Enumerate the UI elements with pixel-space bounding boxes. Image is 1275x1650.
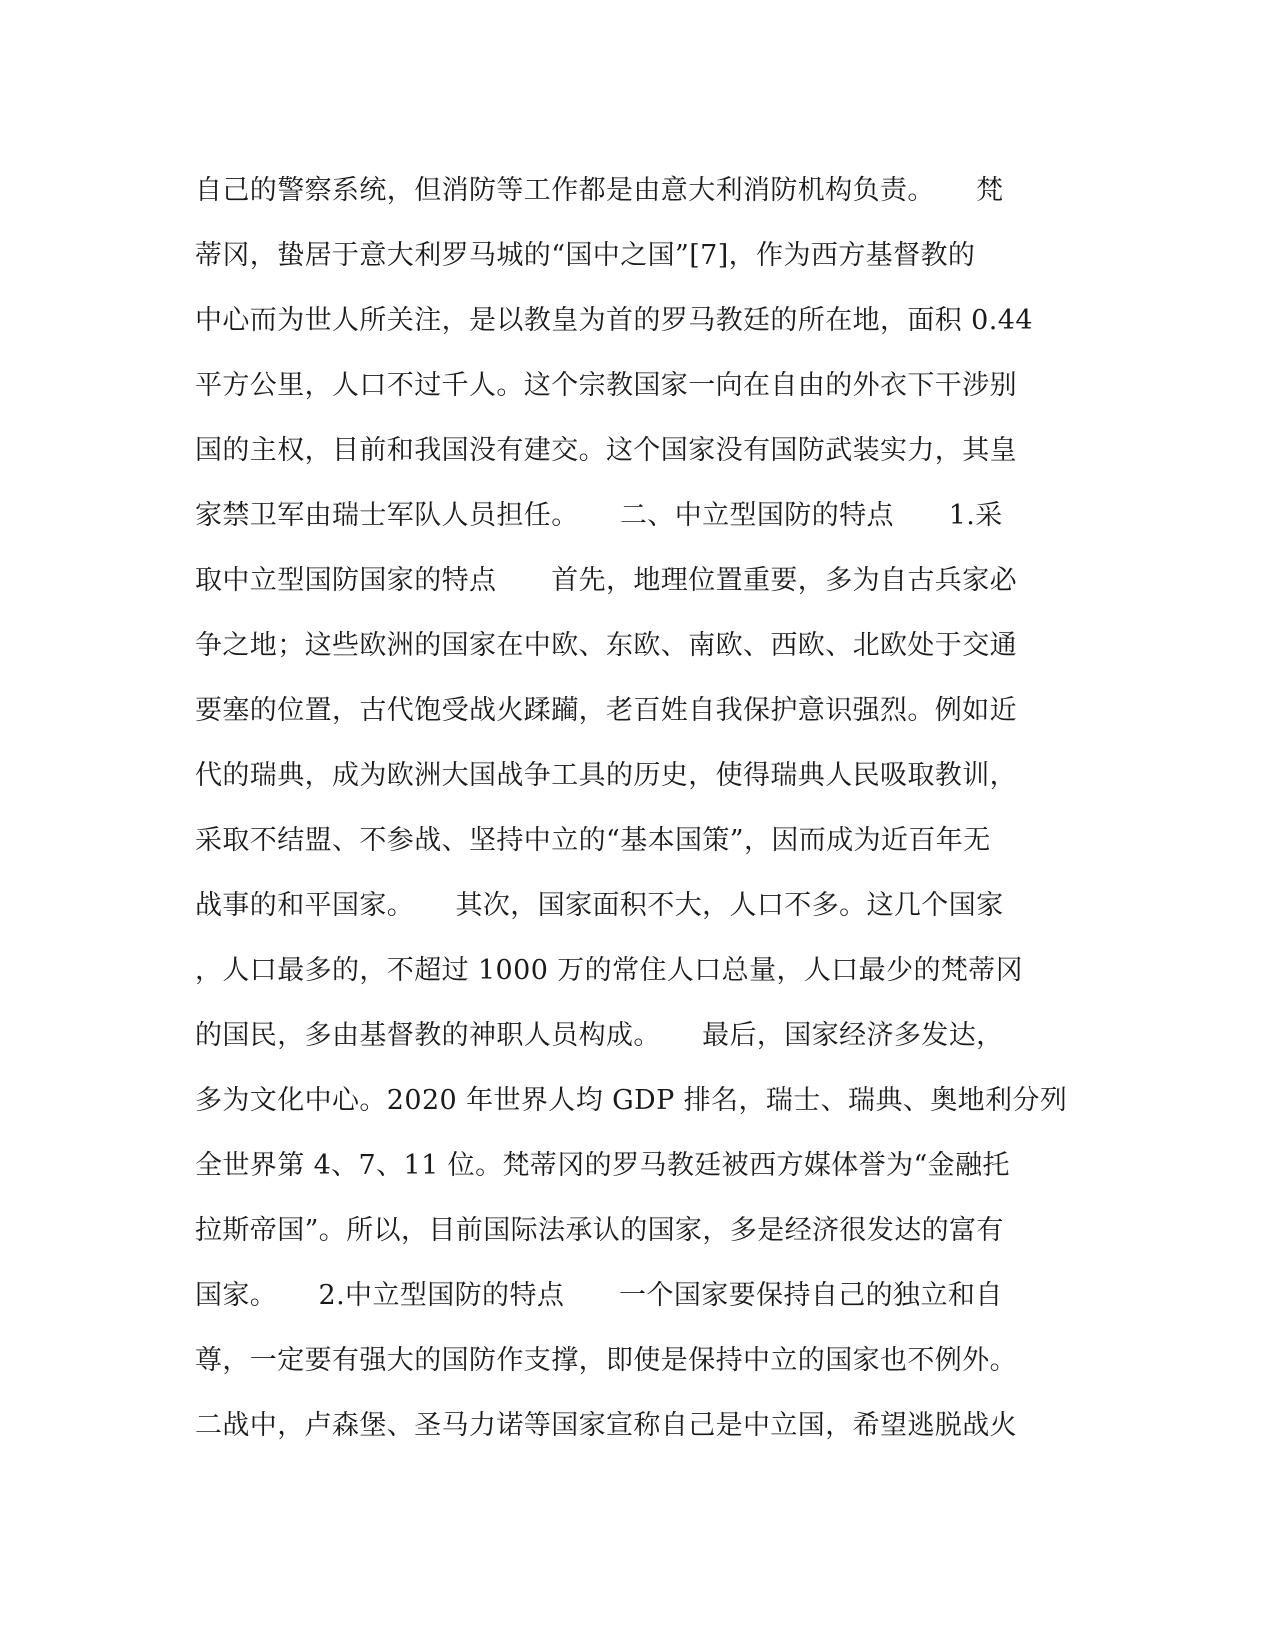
body-text	[195, 158, 1085, 1458]
text-line: 尊，一定要有强大的国防作支撑，即使是保持中立的国家也不例外。	[195, 1345, 1017, 1376]
text-line: 采取不结盟、不参战、坚持中立的“基本国策”，因而成为近百年无	[195, 825, 991, 856]
text-line: 战事的和平国家。 其次，国家面积不大，人口不多。这几个国家	[195, 890, 1004, 921]
text-line: ，人口最多的，不超过 1000 万的常住人口总量，人口最少的梵蒂冈	[195, 955, 1024, 986]
text-line: 拉斯帝国”。所以，目前国际法承认的国家，多是经济很发达的富有	[195, 1215, 1004, 1246]
text-line: 国家。 2.中立型国防的特点 一个国家要保持自己的独立和自	[195, 1280, 1003, 1311]
text-line: 家禁卫军由瑞士军队人员担任。 二、中立型国防的特点 1.采	[195, 500, 1003, 531]
text-line: 自己的警察系统，但消防等工作都是由意大利消防机构负责。 梵	[195, 175, 1004, 206]
text-line: 争之地；这些欧洲的国家在中欧、东欧、南欧、西欧、北欧处于交通	[195, 630, 1017, 661]
text-line: 平方公里，人口不过千人。这个宗教国家一向在自由的外衣下干涉别	[195, 370, 1017, 401]
text-line: 中心而为世人所关注，是以教皇为首的罗马教廷的所在地，面积 0.44	[195, 305, 1033, 336]
text-line: 二战中，卢森堡、圣马力诺等国家宣称自己是中立国，希望逃脱战火	[195, 1410, 1017, 1441]
text-line: 取中立型国防国家的特点 首先，地理位置重要，多为自古兵家必	[195, 565, 1017, 596]
text-line: 蒂冈，蛰居于意大利罗马城的“国中之国”[7]，作为西方基督教的	[195, 240, 976, 271]
text-line: 要塞的位置，古代饱受战火蹂躏，老百姓自我保护意识强烈。例如近	[195, 695, 1017, 726]
text-line: 多为文化中心。2020 年世界人均 GDP 排名，瑞士、瑞典、奥地利分列	[195, 1085, 1068, 1116]
text-line: 国的主权，目前和我国没有建交。这个国家没有国防武装实力，其皇	[195, 435, 1017, 466]
text-line: 的国民，多由基督教的神职人员构成。 最后，国家经济多发达，	[195, 1020, 1004, 1051]
text-line: 代的瑞典，成为欧洲大国战争工具的历史，使得瑞典人民吸取教训，	[195, 760, 1017, 791]
text-line: 全世界第 4、7、11 位。梵蒂冈的罗马教廷被西方媒体誉为“金融托	[195, 1150, 1010, 1181]
